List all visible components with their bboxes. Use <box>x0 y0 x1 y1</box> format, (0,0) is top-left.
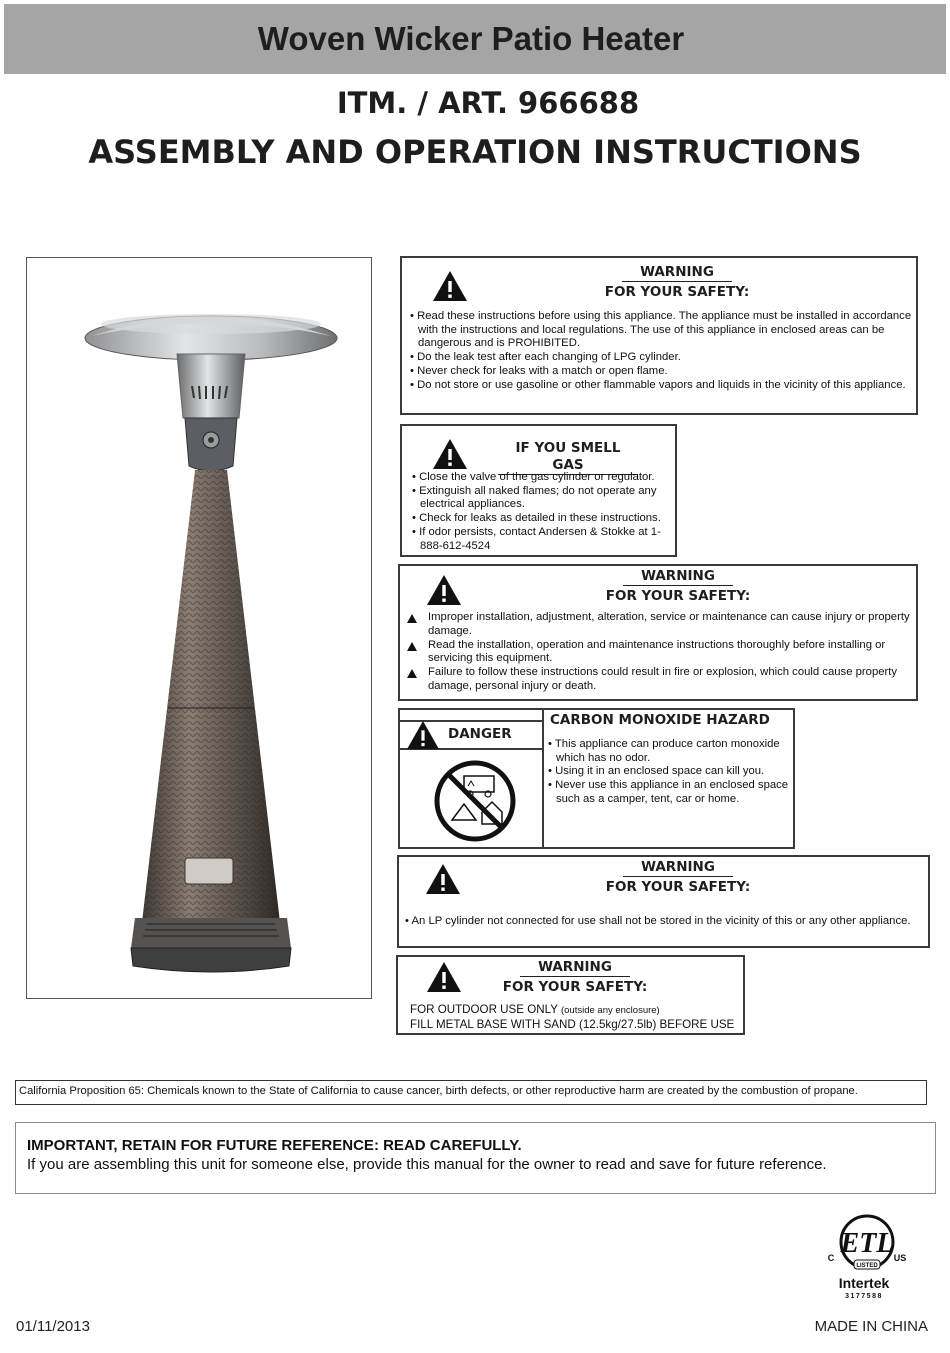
lp-cylinder-warning-list <box>405 915 930 929</box>
listed-text: LISTED <box>856 1263 878 1269</box>
warning-heading: WARNING FOR YOUR SAFETY: <box>605 859 751 895</box>
warning-heading: WARNING FOR YOUR SAFETY: <box>502 959 648 995</box>
warning-triangle-icon <box>425 863 461 895</box>
list-item: Read the installation, operation and maintenance instructions thoroughly before installing or servicing this equipment. <box>400 639 916 667</box>
important-notice <box>15 1122 936 1194</box>
warning-triangle-icon <box>432 270 468 302</box>
list-item: • Close the valve of the gas cylinder or regulator. <box>412 471 655 483</box>
important-title: IMPORTANT, RETAIN FOR FUTURE REFERENCE: READ CAREFULLY. <box>27 1137 522 1154</box>
cert-number: 3177588 <box>845 1293 883 1300</box>
list-item: • This appliance can produce carton monoxide which has no odor. <box>548 738 780 764</box>
list-item: • An LP cylinder not connected for use shall not be stored in the vicinity of this or any other appliance. <box>405 915 911 927</box>
installation-warning-list <box>400 611 916 694</box>
important-body: If you are assembling this unit for someone else, provide this manual for the owner to read and save for future reference. <box>27 1156 827 1173</box>
safety-warning-list <box>410 310 918 392</box>
installation-warning-box <box>398 564 918 701</box>
prop65-notice: California Proposition 65: Chemicals known to the State of California to cause cancer, birth defects, or other reproductive harm are created by the combustion of propane. <box>15 1080 927 1105</box>
warning-triangle-icon <box>406 720 440 750</box>
list-item: Improper installation, adjustment, alteration, service or maintenance can cause injury or property damage. <box>400 611 916 639</box>
list-item: • Never use this appliance in an enclosed space such as a camper, tent, car or home. <box>548 779 789 805</box>
list-item: • Check for leaks as detailed in these instructions. <box>412 512 661 525</box>
patio-heater-illustration <box>27 258 372 999</box>
warning-heading: WARNING FOR YOUR SAFETY: <box>605 568 751 604</box>
outdoor-use-text: FOR OUTDOOR USE ONLY (outside any enclosure) FILL METAL BASE WITH SAND (12.5kg/27.5lb) BEFORE USE <box>410 1003 735 1031</box>
co-hazard-heading: CARBON MONOXIDE HAZARD <box>550 712 770 728</box>
document-date: 01/11/2013 <box>16 1318 90 1335</box>
outdoor-use-warning-box <box>396 955 745 1035</box>
list-item: • Extinguish all naked flames; do not operate any electrical appliances. <box>412 484 657 511</box>
list-item: • If odor persists, contact Andersen & Stokke at 1-888-612-4524 <box>412 525 661 552</box>
lp-cylinder-warning-box <box>397 855 930 948</box>
item-number: ITM. / ART. 966688 <box>336 86 640 120</box>
triangle-bullet-icon <box>407 614 417 623</box>
safety-warning-box <box>400 256 918 415</box>
no-enclosed-space-icon <box>432 758 518 844</box>
etl-listed-mark <box>824 1212 910 1304</box>
list-item: Failure to follow these instructions could result in fire or explosion, which could cause property damage, personal injury or death. <box>400 666 916 694</box>
cert-us-text: US <box>893 1253 907 1263</box>
smell-gas-heading: IF YOU SMELL GAS <box>498 440 638 475</box>
country-of-origin: MADE IN CHINA <box>814 1318 928 1335</box>
smell-gas-box <box>400 424 677 557</box>
list-item: • Using it in an enclosed space can kill you. <box>548 765 765 778</box>
triangle-bullet-icon <box>407 669 417 678</box>
svg-text:ETL: ETL <box>840 1228 894 1259</box>
warning-triangle-icon <box>432 438 468 470</box>
intertek-brand: Intertek <box>838 1275 890 1291</box>
list-item: • Never check for leaks with a match or open flame. <box>410 364 668 377</box>
carbon-monoxide-box <box>398 708 795 849</box>
warning-heading: WARNING FOR YOUR SAFETY: <box>604 264 750 300</box>
product-photo-frame <box>26 257 372 999</box>
etl-logo-icon <box>824 1212 910 1304</box>
co-hazard-list <box>548 738 794 807</box>
warning-triangle-icon <box>426 961 462 993</box>
title-bar <box>4 4 946 74</box>
cert-c-text: C <box>827 1253 835 1263</box>
list-item: • Do not store or use gasoline or other flammable vapors and liquids in the vicinity of this appliance. <box>410 378 906 391</box>
danger-label: DANGER <box>448 726 512 742</box>
list-item: • Do the leak test after each changing of LPG cylinder. <box>410 351 681 364</box>
triangle-bullet-icon <box>407 642 417 651</box>
list-item: • Read these instructions before using this appliance. The appliance must be installed in accordance with the instructions and local regulations. The use of this appliance in enclosed areas can be dangerous and is PROHIBITED. <box>410 310 912 350</box>
smell-gas-list <box>412 471 674 553</box>
warning-triangle-icon <box>426 574 462 606</box>
document-subtitle: ASSEMBLY AND OPERATION INSTRUCTIONS <box>88 133 862 171</box>
product-title: Woven Wicker Patio Heater <box>257 20 685 57</box>
